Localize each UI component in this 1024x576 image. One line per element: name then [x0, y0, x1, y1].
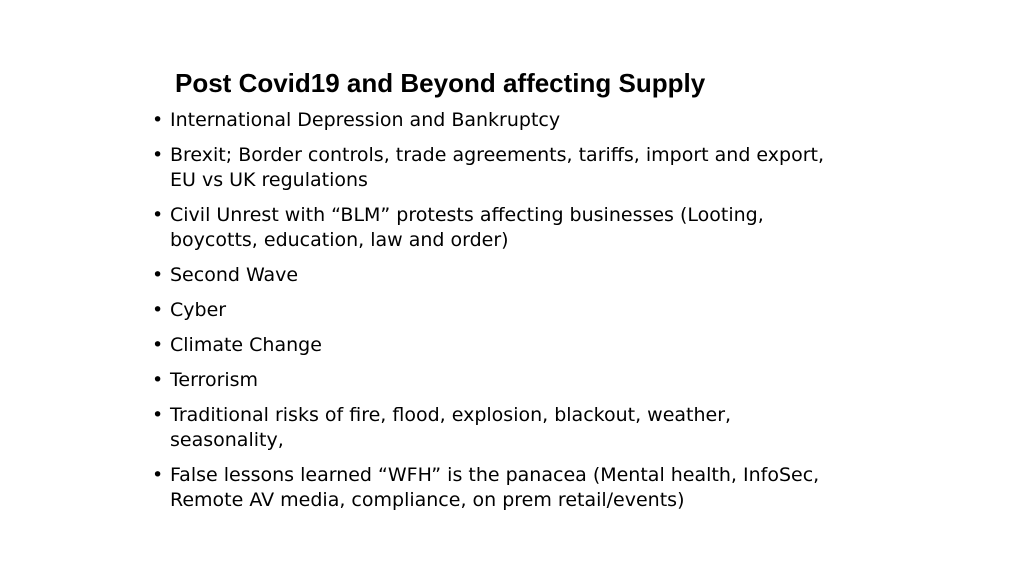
- list-item: [152, 108, 842, 133]
- bullet-icon: •: [152, 404, 164, 426]
- bullet-icon: •: [152, 204, 164, 226]
- list-item-text: Terrorism: [170, 369, 259, 391]
- list-item-text: Cyber: [170, 299, 227, 321]
- list-item-text: Second Wave: [170, 264, 299, 286]
- list-item-text: Traditional risks of fire, flood, explosion, blackout, weather, seasonality,: [170, 404, 732, 451]
- list-item: [152, 463, 842, 513]
- bullet-icon: •: [152, 299, 164, 321]
- list-item-text: Climate Change: [170, 334, 322, 356]
- list-item: [152, 203, 842, 253]
- list-item: [152, 333, 842, 358]
- list-item-text: International Depression and Bankruptcy: [170, 109, 561, 131]
- bullet-icon: •: [152, 144, 164, 166]
- bullet-list: [152, 108, 842, 523]
- bullet-icon: •: [152, 334, 164, 356]
- list-item-text: Civil Unrest with “BLM” protests affecting businesses (Looting, boycotts, education, law and order): [170, 204, 764, 251]
- list-item-text: Brexit; Border controls, trade agreements, tariffs, import and export, EU vs UK regulations: [170, 144, 825, 191]
- list-item: [152, 298, 842, 323]
- list-item-text: False lessons learned “WFH” is the panacea (Mental health, InfoSec, Remote AV media, compliance, on prem retail/events): [170, 464, 820, 511]
- bullet-icon: •: [152, 369, 164, 391]
- list-item: [152, 263, 842, 288]
- list-item: [152, 368, 842, 393]
- list-item: [152, 403, 842, 453]
- list-item: [152, 143, 842, 193]
- slide-title: Post Covid19 and Beyond affecting Supply: [175, 68, 706, 98]
- bullet-icon: •: [152, 264, 164, 286]
- bullet-icon: •: [152, 109, 164, 131]
- bullet-icon: •: [152, 464, 164, 486]
